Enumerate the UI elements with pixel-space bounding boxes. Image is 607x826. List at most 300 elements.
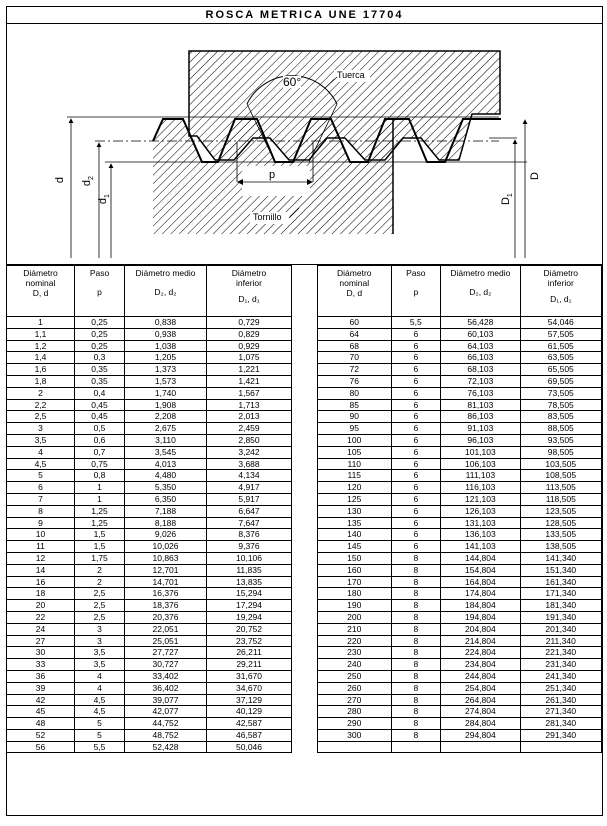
table-cell: 1,567: [207, 387, 292, 399]
table-cell: 4,917: [207, 482, 292, 494]
table-cell: 18,376: [125, 600, 207, 612]
table-cell: 68: [318, 340, 392, 352]
table-cell: 6: [391, 364, 441, 376]
table-row: [7, 611, 292, 623]
thread-table-left: [6, 265, 292, 753]
table-cell: [520, 741, 601, 753]
table-row: [7, 682, 292, 694]
table-cell: 3: [75, 623, 125, 635]
table-cell: 264,804: [441, 694, 520, 706]
table-row: [7, 340, 292, 352]
table-cell: 91,103: [441, 423, 520, 435]
table-cell: 103,505: [520, 458, 601, 470]
table-cell: 88,505: [520, 423, 601, 435]
table-cell: 42,077: [125, 706, 207, 718]
d2-label: $d_2$: [80, 176, 96, 187]
table-row: [318, 647, 602, 659]
table-cell: 56,428: [441, 317, 520, 329]
table-cell: 20: [7, 600, 75, 612]
table-cell: 6: [391, 375, 441, 387]
table-cell: 7: [7, 493, 75, 505]
table-cell: 66,103: [441, 352, 520, 364]
table-cell: 5,350: [125, 482, 207, 494]
table-cell: 57,505: [520, 328, 601, 340]
table-cell: 16: [7, 576, 75, 588]
table-cell: 3,688: [207, 458, 292, 470]
table-cell: 1: [7, 317, 75, 329]
table-cell: 34,670: [207, 682, 292, 694]
table-cell: 6: [391, 340, 441, 352]
table-row: [7, 458, 292, 470]
table-cell: 140: [318, 529, 392, 541]
table-cell: 29,211: [207, 659, 292, 671]
table-cell: 136,103: [441, 529, 520, 541]
table-row: [318, 317, 602, 329]
table-cell: 1: [75, 482, 125, 494]
table-cell: 121,103: [441, 493, 520, 505]
table-row: [318, 670, 602, 682]
table-cell: 7,647: [207, 517, 292, 529]
table-cell: 42,587: [207, 718, 292, 730]
table-cell: 1,4: [7, 352, 75, 364]
table-row: [318, 635, 602, 647]
table-cell: 300: [318, 729, 392, 741]
table-cell: 61,505: [520, 340, 601, 352]
table-row: [7, 576, 292, 588]
table-cell: 100: [318, 434, 392, 446]
table-cell: 72,103: [441, 375, 520, 387]
table-cell: 0,7: [75, 446, 125, 458]
table-cell: 128,505: [520, 517, 601, 529]
table-row: [7, 470, 292, 482]
col-pitch: Paso p: [75, 266, 125, 317]
table-cell: 1,6: [7, 364, 75, 376]
table-row: [318, 493, 602, 505]
table-cell: 3,242: [207, 446, 292, 458]
table-cell: 250: [318, 670, 392, 682]
table-row: [7, 517, 292, 529]
table-cell: 68,103: [441, 364, 520, 376]
table-cell: 254,804: [441, 682, 520, 694]
table-cell: 1,573: [125, 375, 207, 387]
table-cell: 251,340: [520, 682, 601, 694]
table-cell: 4,013: [125, 458, 207, 470]
table-cell: 15,294: [207, 588, 292, 600]
table-cell: 2,2: [7, 399, 75, 411]
table-row: [318, 718, 602, 730]
table-cell: 1,25: [75, 505, 125, 517]
table-cell: 111,103: [441, 470, 520, 482]
table-cell: 0,45: [75, 411, 125, 423]
table-cell: 45: [7, 706, 75, 718]
page-title: ROSCA METRICA UNE 17704: [7, 7, 602, 24]
table-cell: 8: [391, 552, 441, 564]
table-cell: 106,103: [441, 458, 520, 470]
table-row: [318, 729, 602, 741]
table-cell: 105: [318, 446, 392, 458]
table-cell: 0,25: [75, 340, 125, 352]
table-cell: 0,838: [125, 317, 207, 329]
table-row: [318, 623, 602, 635]
table-cell: 54,046: [520, 317, 601, 329]
col-nominal: Diámetro nominal D, d: [318, 266, 392, 317]
table-row: [318, 541, 602, 553]
table-cell: 2,5: [7, 411, 75, 423]
table-cell: 3: [7, 423, 75, 435]
table-cell: 81,103: [441, 399, 520, 411]
table-cell: 4: [7, 446, 75, 458]
table-cell: 7,188: [125, 505, 207, 517]
table-cell: 130: [318, 505, 392, 517]
table-cell: 2,675: [125, 423, 207, 435]
table-cell: 10: [7, 529, 75, 541]
table-cell: 11: [7, 541, 75, 553]
col-minor-diameter: Diámetro inferior D₁, d₁: [520, 266, 601, 317]
table-cell: 6: [391, 352, 441, 364]
table-cell: 101,103: [441, 446, 520, 458]
table-cell: 4,5: [7, 458, 75, 470]
table-cell: 234,804: [441, 659, 520, 671]
table-cell: 0,6: [75, 434, 125, 446]
pitch-label: p: [269, 169, 276, 181]
table-cell: 8: [391, 600, 441, 612]
table-cell: 13,835: [207, 576, 292, 588]
table-cell: 73,505: [520, 387, 601, 399]
table-cell: 271,340: [520, 706, 601, 718]
table-cell: 1,221: [207, 364, 292, 376]
table-cell: 65,505: [520, 364, 601, 376]
table-cell: 30,727: [125, 659, 207, 671]
table-row: [7, 446, 292, 458]
table-cell: 39: [7, 682, 75, 694]
table-row: [318, 517, 602, 529]
table-cell: 52: [7, 729, 75, 741]
table-cell: 26,211: [207, 647, 292, 659]
table-row: [7, 588, 292, 600]
table-cell: 3,5: [7, 434, 75, 446]
table-cell: 10,863: [125, 552, 207, 564]
col-minor-diameter: Diámetro inferior D₁, d₁: [207, 266, 292, 317]
table-row: [318, 352, 602, 364]
table-cell: 98,505: [520, 446, 601, 458]
table-cell: 0,75: [75, 458, 125, 470]
table-cell: 291,340: [520, 729, 601, 741]
table-cell: 0,25: [75, 317, 125, 329]
table-cell: 8: [391, 564, 441, 576]
table-cell: 37,129: [207, 694, 292, 706]
table-row: [318, 576, 602, 588]
table-row: [318, 600, 602, 612]
table-cell: 110: [318, 458, 392, 470]
table-cell: 76: [318, 375, 392, 387]
table-cell: 17,294: [207, 600, 292, 612]
table-cell: 1,740: [125, 387, 207, 399]
table-cell: 0,729: [207, 317, 292, 329]
table-cell: 48: [7, 718, 75, 730]
table-cell: 14: [7, 564, 75, 576]
table-row: [318, 505, 602, 517]
table-cell: 3,545: [125, 446, 207, 458]
table-cell: 8: [391, 588, 441, 600]
thread-table-right: [317, 265, 602, 753]
table-cell: 69,505: [520, 375, 601, 387]
table-cell: 6: [391, 411, 441, 423]
d-label: d: [54, 176, 67, 184]
table-cell: 2: [75, 564, 125, 576]
table-row: [7, 564, 292, 576]
table-cell: 214,804: [441, 635, 520, 647]
table-cell: 290: [318, 718, 392, 730]
table-cell: 260: [318, 682, 392, 694]
table-cell: 141,340: [520, 552, 601, 564]
table-cell: 6,647: [207, 505, 292, 517]
table-cell: 86,103: [441, 411, 520, 423]
table-cell: 220: [318, 635, 392, 647]
table-row: [318, 529, 602, 541]
table-cell: 6: [391, 328, 441, 340]
table-cell: 181,340: [520, 600, 601, 612]
table-header: [7, 266, 292, 317]
table-cell: 76,103: [441, 387, 520, 399]
table-cell: 3,110: [125, 434, 207, 446]
table-cell: 170: [318, 576, 392, 588]
table-row: [7, 647, 292, 659]
table-cell: 1,75: [75, 552, 125, 564]
table-row: [318, 564, 602, 576]
table-cell: 12,701: [125, 564, 207, 576]
table-cell: 1,1: [7, 328, 75, 340]
table-row: [7, 623, 292, 635]
table-cell: 160: [318, 564, 392, 576]
table-cell: 113,505: [520, 482, 601, 494]
table-cell: 25,051: [125, 635, 207, 647]
table-cell: 191,340: [520, 611, 601, 623]
table-row: [318, 741, 602, 753]
table-cell: 6: [391, 505, 441, 517]
table-cell: 138,505: [520, 541, 601, 553]
table-cell: 4: [75, 682, 125, 694]
table-cell: 80: [318, 387, 392, 399]
table-cell: 270: [318, 694, 392, 706]
table-row: [7, 493, 292, 505]
table-cell: 12: [7, 552, 75, 564]
table-cell: 9: [7, 517, 75, 529]
col-mid-diameter: Diámetro medio D₂, d₂: [441, 266, 520, 317]
table-row: [7, 411, 292, 423]
table-cell: 8: [391, 670, 441, 682]
table-cell: 2,850: [207, 434, 292, 446]
table-cell: 1,5: [75, 529, 125, 541]
table-cell: 36: [7, 670, 75, 682]
table-cell: 8: [391, 659, 441, 671]
table-cell: 2: [7, 387, 75, 399]
table-cell: 274,804: [441, 706, 520, 718]
table-cell: 6,350: [125, 493, 207, 505]
table-cell: 4: [75, 670, 125, 682]
table-row: [318, 364, 602, 376]
table-cell: 1,373: [125, 364, 207, 376]
table-row: [318, 446, 602, 458]
table-cell: 2,013: [207, 411, 292, 423]
table-cell: 0,8: [75, 470, 125, 482]
table-cell: 44,752: [125, 718, 207, 730]
table-cell: 85: [318, 399, 392, 411]
table-cell: 6: [391, 399, 441, 411]
table-cell: 33,402: [125, 670, 207, 682]
table-cell: 0,25: [75, 328, 125, 340]
col-pitch: Paso p: [391, 266, 441, 317]
table-cell: 261,340: [520, 694, 601, 706]
table-cell: 0,4: [75, 387, 125, 399]
table-cell: 24: [7, 623, 75, 635]
table-row: [7, 718, 292, 730]
table-row: [7, 364, 292, 376]
table-cell: 135: [318, 517, 392, 529]
table-row: [7, 423, 292, 435]
table-cell: 141,103: [441, 541, 520, 553]
thread-standard-sheet: [6, 6, 603, 816]
table-cell: 201,340: [520, 623, 601, 635]
table-cell: 0,5: [75, 423, 125, 435]
screw-label: Tornillo: [253, 212, 282, 222]
table-row: [7, 729, 292, 741]
table-cell: 8: [391, 729, 441, 741]
table-cell: 2,5: [75, 588, 125, 600]
table-cell: 60: [318, 317, 392, 329]
table-cell: 64: [318, 328, 392, 340]
table-cell: 161,340: [520, 576, 601, 588]
table-cell: 3,5: [75, 659, 125, 671]
table-cell: 20,376: [125, 611, 207, 623]
table-cell: 280: [318, 706, 392, 718]
table-cell: 151,340: [520, 564, 601, 576]
table-cell: 115: [318, 470, 392, 482]
table-cell: 4,480: [125, 470, 207, 482]
table-cell: 164,804: [441, 576, 520, 588]
table-cell: 40,129: [207, 706, 292, 718]
table-row: [7, 706, 292, 718]
table-row: [318, 434, 602, 446]
table-row: [7, 552, 292, 564]
table-cell: 52,428: [125, 741, 207, 753]
table-cell: 8: [391, 694, 441, 706]
table-cell: 0,35: [75, 375, 125, 387]
table-cell: 190: [318, 600, 392, 612]
table-cell: 0,45: [75, 399, 125, 411]
table-row: [7, 694, 292, 706]
table-cell: 30: [7, 647, 75, 659]
table-cell: 1,25: [75, 517, 125, 529]
table-cell: 22: [7, 611, 75, 623]
table-cell: 144,804: [441, 552, 520, 564]
table-cell: 108,505: [520, 470, 601, 482]
table-cell: 96,103: [441, 434, 520, 446]
table-cell: 39,077: [125, 694, 207, 706]
table-row: [7, 317, 292, 329]
table-cell: 6: [391, 482, 441, 494]
table-cell: 5: [7, 470, 75, 482]
table-cell: 6: [391, 458, 441, 470]
table-cell: 8: [391, 718, 441, 730]
table-cell: 8,376: [207, 529, 292, 541]
table-cell: 11,835: [207, 564, 292, 576]
table-cell: 6: [391, 387, 441, 399]
table-cell: 3: [75, 635, 125, 647]
table-row: [318, 659, 602, 671]
table-row: [318, 682, 602, 694]
table-cell: 3,5: [75, 647, 125, 659]
table-cell: 95: [318, 423, 392, 435]
col-mid-diameter: Diámetro medio D₂, d₂: [125, 266, 207, 317]
table-cell: 230: [318, 647, 392, 659]
table-cell: 64,103: [441, 340, 520, 352]
table-cell: 27,727: [125, 647, 207, 659]
table-cell: 126,103: [441, 505, 520, 517]
table-cell: 9,376: [207, 541, 292, 553]
table-row: [318, 399, 602, 411]
table-cell: 6: [7, 482, 75, 494]
table-cell: 2,459: [207, 423, 292, 435]
table-cell: 8: [391, 647, 441, 659]
table-cell: 6: [391, 423, 441, 435]
table-cell: 8: [391, 611, 441, 623]
table-row: [7, 387, 292, 399]
table-row: [318, 375, 602, 387]
table-cell: 224,804: [441, 647, 520, 659]
table-row: [318, 328, 602, 340]
table-row: [318, 706, 602, 718]
table-row: [7, 375, 292, 387]
table-cell: 6: [391, 517, 441, 529]
table-cell: 1: [75, 493, 125, 505]
table-cell: 118,505: [520, 493, 601, 505]
table-cell: 1,075: [207, 352, 292, 364]
table-cell: 31,670: [207, 670, 292, 682]
nut-label: Tuerca: [337, 70, 365, 80]
table-cell: 93,505: [520, 434, 601, 446]
angle-label: 60°: [283, 75, 302, 89]
table-row: [318, 611, 602, 623]
table-cell: 36,402: [125, 682, 207, 694]
table-cell: 20,752: [207, 623, 292, 635]
table-row: [7, 399, 292, 411]
table-cell: 1,908: [125, 399, 207, 411]
table-cell: 1,421: [207, 375, 292, 387]
table-cell: 180: [318, 588, 392, 600]
table-cell: 5,5: [75, 741, 125, 753]
table-cell: 56: [7, 741, 75, 753]
table-cell: 145: [318, 541, 392, 553]
table-cell: 200: [318, 611, 392, 623]
table-cell: 8: [391, 576, 441, 588]
table-row: [7, 505, 292, 517]
table-cell: 171,340: [520, 588, 601, 600]
D1-label: $D_1$: [499, 193, 515, 206]
table-row: [318, 588, 602, 600]
table-cell: 0,938: [125, 328, 207, 340]
table-cell: 19,294: [207, 611, 292, 623]
table-row: [7, 328, 292, 340]
table-row: [318, 482, 602, 494]
table-cell: 90: [318, 411, 392, 423]
table-cell: 48,752: [125, 729, 207, 741]
d1-label: $d_1$: [96, 194, 112, 205]
table-row: [7, 352, 292, 364]
table-cell: 154,804: [441, 564, 520, 576]
table-cell: 211,340: [520, 635, 601, 647]
table-row: [318, 470, 602, 482]
table-cell: 174,804: [441, 588, 520, 600]
